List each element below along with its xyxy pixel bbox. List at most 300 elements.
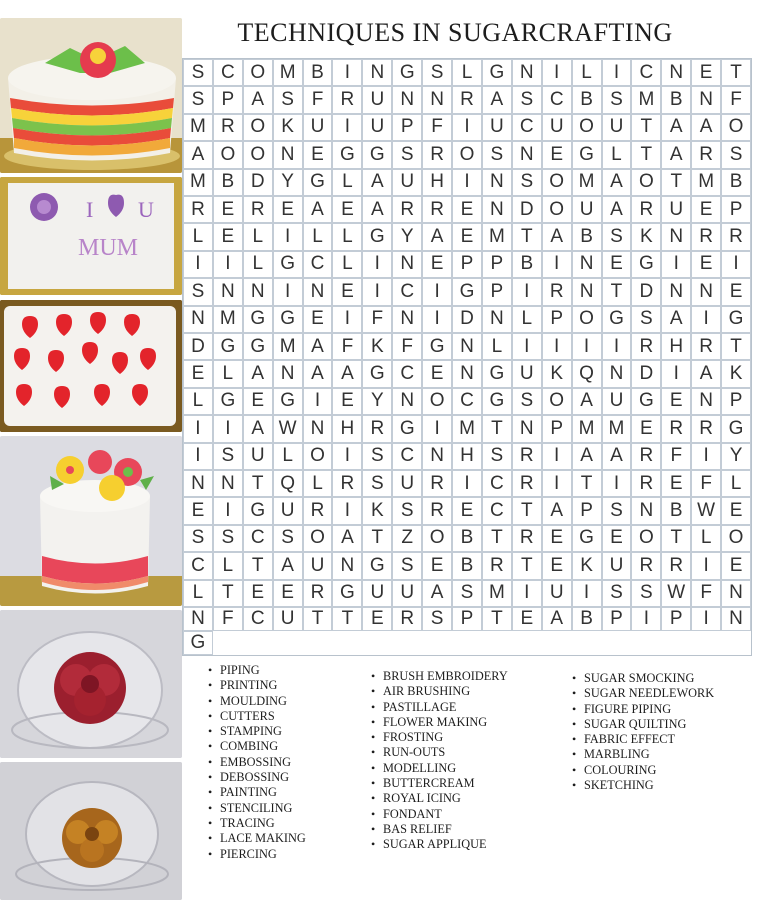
grid-cell[interactable]: S [213,443,243,470]
grid-cell[interactable]: B [303,59,333,86]
grid-cell[interactable]: I [661,360,691,387]
grid-cell[interactable]: S [183,525,213,552]
grid-cell[interactable]: R [691,141,721,168]
grid-cell[interactable]: N [602,360,632,387]
grid-cell[interactable]: M [482,223,512,250]
grid-cell[interactable]: N [422,86,452,113]
grid-cell[interactable]: S [602,223,632,250]
grid-cell[interactable]: U [243,443,273,470]
grid-cell[interactable]: R [512,443,542,470]
grid-cell[interactable]: H [422,169,452,196]
grid-cell[interactable]: N [482,196,512,223]
grid-cell[interactable]: N [691,278,721,305]
grid-cell[interactable]: N [512,59,542,86]
grid-cell[interactable]: E [422,552,452,579]
grid-cell[interactable]: O [243,59,273,86]
grid-cell[interactable]: S [183,86,213,113]
grid-cell[interactable]: O [243,141,273,168]
grid-cell[interactable]: B [452,525,482,552]
grid-cell[interactable]: N [631,497,661,524]
grid-cell[interactable]: P [213,86,243,113]
grid-cell[interactable]: N [243,278,273,305]
grid-cell[interactable]: R [661,552,691,579]
grid-cell[interactable]: C [631,59,661,86]
grid-cell[interactable]: I [631,607,661,631]
grid-cell[interactable]: A [422,580,452,607]
grid-cell[interactable]: A [362,169,392,196]
grid-cell[interactable]: E [691,59,721,86]
grid-cell[interactable]: N [273,360,303,387]
grid-cell[interactable]: U [273,497,303,524]
grid-cell[interactable]: A [243,415,273,442]
grid-cell[interactable]: T [303,607,333,631]
grid-cell[interactable]: A [572,388,602,415]
grid-cell[interactable]: G [721,306,751,333]
grid-cell[interactable]: H [452,443,482,470]
grid-cell[interactable]: L [213,552,243,579]
grid-cell[interactable]: O [631,169,661,196]
grid-cell[interactable]: R [362,415,392,442]
grid-cell[interactable]: P [482,251,512,278]
grid-cell[interactable]: C [542,86,572,113]
grid-cell[interactable]: U [392,470,422,497]
grid-cell[interactable]: N [572,251,602,278]
grid-cell[interactable]: N [452,333,482,360]
grid-cell[interactable]: N [721,607,751,631]
grid-cell[interactable]: E [243,388,273,415]
grid-cell[interactable]: F [661,443,691,470]
grid-cell[interactable]: L [243,251,273,278]
grid-cell[interactable]: S [631,580,661,607]
grid-cell[interactable]: S [602,580,632,607]
grid-cell[interactable]: P [452,607,482,631]
grid-cell[interactable]: L [303,470,333,497]
grid-cell[interactable]: O [422,525,452,552]
grid-cell[interactable]: I [183,415,213,442]
grid-cell[interactable]: I [542,333,572,360]
grid-cell[interactable]: U [303,114,333,141]
grid-cell[interactable]: D [183,333,213,360]
grid-cell[interactable]: R [542,278,572,305]
grid-cell[interactable]: G [213,388,243,415]
grid-cell[interactable]: P [572,497,602,524]
grid-cell[interactable]: D [631,278,661,305]
grid-cell[interactable]: R [243,196,273,223]
grid-cell[interactable]: C [183,552,213,579]
grid-cell[interactable]: I [332,114,362,141]
grid-cell[interactable]: I [512,333,542,360]
grid-cell[interactable]: C [452,388,482,415]
grid-cell[interactable]: E [422,360,452,387]
grid-cell[interactable]: Y [392,223,422,250]
grid-cell[interactable]: I [691,443,721,470]
grid-cell[interactable]: B [572,86,602,113]
grid-cell[interactable]: R [631,196,661,223]
grid-cell[interactable]: R [721,223,751,250]
grid-cell[interactable]: R [512,470,542,497]
grid-cell[interactable]: S [422,607,452,631]
grid-cell[interactable]: O [542,196,572,223]
grid-cell[interactable]: A [273,552,303,579]
grid-cell[interactable]: B [661,86,691,113]
grid-cell[interactable]: N [183,306,213,333]
grid-cell[interactable]: B [661,497,691,524]
grid-cell[interactable]: L [183,388,213,415]
grid-cell[interactable]: L [452,59,482,86]
grid-cell[interactable]: S [422,59,452,86]
grid-cell[interactable]: B [512,251,542,278]
grid-cell[interactable]: O [572,306,602,333]
grid-cell[interactable]: E [602,525,632,552]
grid-cell[interactable]: T [631,114,661,141]
grid-cell[interactable]: G [422,333,452,360]
grid-cell[interactable]: D [631,360,661,387]
grid-cell[interactable]: R [422,196,452,223]
grid-cell[interactable]: O [303,443,333,470]
grid-cell[interactable]: I [273,278,303,305]
grid-cell[interactable]: E [183,497,213,524]
grid-cell[interactable]: C [482,470,512,497]
grid-cell[interactable]: I [512,278,542,305]
grid-cell[interactable]: O [721,525,751,552]
grid-cell[interactable]: A [661,306,691,333]
grid-cell[interactable]: R [631,333,661,360]
grid-cell[interactable]: B [572,223,602,250]
grid-cell[interactable]: O [572,114,602,141]
grid-cell[interactable]: S [392,497,422,524]
grid-cell[interactable]: H [332,415,362,442]
grid-cell[interactable]: A [332,360,362,387]
grid-cell[interactable]: I [332,59,362,86]
grid-cell[interactable]: P [542,306,572,333]
grid-cell[interactable]: L [243,223,273,250]
grid-cell[interactable]: A [332,525,362,552]
grid-cell[interactable]: E [661,470,691,497]
grid-cell[interactable]: T [721,333,751,360]
grid-cell[interactable]: A [542,607,572,631]
grid-cell[interactable]: A [243,86,273,113]
grid-cell[interactable]: G [362,223,392,250]
grid-cell[interactable]: M [691,169,721,196]
grid-cell[interactable]: B [572,607,602,631]
grid-cell[interactable]: U [362,86,392,113]
grid-cell[interactable]: D [452,306,482,333]
grid-cell[interactable]: F [303,86,333,113]
grid-cell[interactable]: M [602,415,632,442]
grid-cell[interactable]: O [542,388,572,415]
grid-cell[interactable]: C [213,59,243,86]
grid-cell[interactable]: P [721,388,751,415]
grid-cell[interactable]: I [602,470,632,497]
grid-cell[interactable]: I [452,169,482,196]
grid-cell[interactable]: U [512,360,542,387]
grid-cell[interactable]: G [332,141,362,168]
grid-cell[interactable]: L [602,141,632,168]
grid-cell[interactable]: N [482,169,512,196]
grid-cell[interactable]: C [512,114,542,141]
grid-cell[interactable]: E [303,306,333,333]
grid-cell[interactable]: N [661,223,691,250]
grid-cell[interactable]: K [362,333,392,360]
grid-cell[interactable]: P [482,278,512,305]
grid-cell[interactable]: A [422,223,452,250]
grid-cell[interactable]: R [183,196,213,223]
grid-cell[interactable]: D [243,169,273,196]
grid-cell[interactable]: N [213,278,243,305]
grid-cell[interactable]: R [452,86,482,113]
grid-cell[interactable]: R [512,525,542,552]
grid-cell[interactable]: S [183,59,213,86]
grid-cell[interactable]: E [721,552,751,579]
grid-cell[interactable]: T [243,552,273,579]
grid-cell[interactable]: C [243,607,273,631]
grid-cell[interactable]: N [482,306,512,333]
grid-cell[interactable]: F [721,86,751,113]
grid-cell[interactable]: G [482,59,512,86]
grid-cell[interactable]: P [542,415,572,442]
grid-cell[interactable]: P [602,607,632,631]
grid-cell[interactable]: Y [721,443,751,470]
grid-cell[interactable]: I [422,306,452,333]
grid-cell[interactable]: I [422,415,452,442]
grid-cell[interactable]: R [422,497,452,524]
grid-cell[interactable]: R [631,552,661,579]
grid-cell[interactable]: Q [572,360,602,387]
grid-cell[interactable]: N [512,141,542,168]
grid-cell[interactable]: E [452,497,482,524]
grid-cell[interactable]: N [422,443,452,470]
grid-cell[interactable]: T [661,169,691,196]
grid-cell[interactable]: N [512,415,542,442]
grid-cell[interactable]: E [721,278,751,305]
grid-cell[interactable]: R [691,415,721,442]
grid-cell[interactable]: U [273,607,303,631]
grid-cell[interactable]: S [602,497,632,524]
grid-cell[interactable]: G [362,552,392,579]
grid-cell[interactable]: A [542,497,572,524]
grid-cell[interactable]: U [572,196,602,223]
grid-cell[interactable]: N [661,278,691,305]
grid-cell[interactable]: S [452,580,482,607]
grid-cell[interactable]: F [332,333,362,360]
grid-cell[interactable]: N [392,251,422,278]
grid-cell[interactable]: E [631,415,661,442]
grid-cell[interactable]: L [512,306,542,333]
grid-cell[interactable]: T [482,415,512,442]
grid-cell[interactable]: E [422,251,452,278]
grid-cell[interactable]: A [572,443,602,470]
grid-cell[interactable]: S [631,306,661,333]
grid-cell[interactable]: T [482,525,512,552]
grid-cell[interactable]: I [332,443,362,470]
grid-cell[interactable]: F [392,333,422,360]
grid-cell[interactable]: S [273,525,303,552]
grid-cell[interactable]: T [512,223,542,250]
grid-cell[interactable]: N [392,306,422,333]
grid-cell[interactable]: U [661,196,691,223]
grid-cell[interactable]: I [691,306,721,333]
grid-cell[interactable]: G [362,141,392,168]
grid-cell[interactable]: F [422,114,452,141]
grid-cell[interactable]: P [392,114,422,141]
grid-cell[interactable]: A [362,196,392,223]
grid-cell[interactable]: E [213,196,243,223]
grid-cell[interactable]: G [273,388,303,415]
grid-cell[interactable]: W [661,580,691,607]
grid-cell[interactable]: C [392,278,422,305]
grid-cell[interactable]: G [183,631,213,655]
grid-cell[interactable]: N [332,552,362,579]
grid-cell[interactable]: M [452,415,482,442]
grid-cell[interactable]: N [362,59,392,86]
grid-cell[interactable]: L [183,580,213,607]
grid-cell[interactable]: I [332,497,362,524]
grid-cell[interactable]: I [362,278,392,305]
grid-cell[interactable]: D [512,196,542,223]
grid-cell[interactable]: K [542,360,572,387]
grid-cell[interactable]: S [392,552,422,579]
grid-cell[interactable]: M [213,306,243,333]
grid-cell[interactable]: I [542,251,572,278]
grid-cell[interactable]: U [362,580,392,607]
grid-cell[interactable]: I [721,251,751,278]
grid-cell[interactable]: R [392,607,422,631]
grid-cell[interactable]: Y [362,388,392,415]
grid-cell[interactable]: T [332,607,362,631]
grid-cell[interactable]: T [721,59,751,86]
grid-cell[interactable]: G [482,360,512,387]
grid-cell[interactable]: R [691,333,721,360]
grid-cell[interactable]: O [631,525,661,552]
grid-cell[interactable]: K [273,114,303,141]
grid-cell[interactable]: K [631,223,661,250]
grid-cell[interactable]: K [721,360,751,387]
grid-cell[interactable]: M [631,86,661,113]
grid-cell[interactable]: S [213,525,243,552]
grid-cell[interactable]: E [452,223,482,250]
grid-cell[interactable]: M [273,333,303,360]
grid-cell[interactable]: A [602,196,632,223]
grid-cell[interactable]: G [243,333,273,360]
grid-cell[interactable]: G [572,525,602,552]
grid-cell[interactable]: L [332,223,362,250]
grid-cell[interactable]: O [213,141,243,168]
grid-cell[interactable]: E [303,141,333,168]
grid-cell[interactable]: G [273,306,303,333]
grid-cell[interactable]: C [392,443,422,470]
grid-cell[interactable]: N [721,580,751,607]
grid-cell[interactable]: O [303,525,333,552]
grid-cell[interactable]: B [721,169,751,196]
grid-cell[interactable]: N [273,141,303,168]
grid-cell[interactable]: G [721,415,751,442]
grid-cell[interactable]: C [392,360,422,387]
grid-cell[interactable]: S [362,443,392,470]
grid-cell[interactable]: E [691,251,721,278]
grid-cell[interactable]: N [691,86,721,113]
grid-cell[interactable]: L [482,333,512,360]
grid-cell[interactable]: I [362,251,392,278]
grid-cell[interactable]: I [542,443,572,470]
grid-cell[interactable]: I [542,470,572,497]
grid-cell[interactable]: G [572,141,602,168]
grid-cell[interactable]: L [183,223,213,250]
grid-cell[interactable]: U [303,552,333,579]
grid-cell[interactable]: U [542,580,572,607]
grid-cell[interactable]: L [721,470,751,497]
grid-cell[interactable]: R [392,196,422,223]
grid-cell[interactable]: M [572,169,602,196]
grid-cell[interactable]: G [213,333,243,360]
grid-cell[interactable]: T [512,497,542,524]
grid-cell[interactable]: I [303,388,333,415]
grid-cell[interactable]: S [512,169,542,196]
grid-cell[interactable]: E [721,497,751,524]
grid-cell[interactable]: N [452,360,482,387]
grid-cell[interactable]: I [213,251,243,278]
grid-cell[interactable]: U [392,169,422,196]
grid-cell[interactable]: E [542,525,572,552]
grid-cell[interactable]: G [273,251,303,278]
grid-cell[interactable]: E [213,223,243,250]
grid-cell[interactable]: M [183,169,213,196]
grid-cell[interactable]: A [542,223,572,250]
grid-cell[interactable]: S [602,86,632,113]
grid-cell[interactable]: U [482,114,512,141]
grid-cell[interactable]: R [422,141,452,168]
grid-cell[interactable]: A [303,333,333,360]
grid-cell[interactable]: O [422,388,452,415]
grid-cell[interactable]: A [691,360,721,387]
grid-cell[interactable]: I [273,223,303,250]
grid-cell[interactable]: I [452,114,482,141]
grid-cell[interactable]: K [572,552,602,579]
grid-cell[interactable]: L [273,443,303,470]
grid-cell[interactable]: T [631,141,661,168]
grid-cell[interactable]: T [572,470,602,497]
grid-cell[interactable]: G [631,388,661,415]
grid-cell[interactable]: T [362,525,392,552]
grid-cell[interactable]: C [482,497,512,524]
grid-cell[interactable]: E [273,196,303,223]
grid-cell[interactable]: R [661,415,691,442]
grid-cell[interactable]: I [332,306,362,333]
grid-cell[interactable]: B [452,552,482,579]
grid-cell[interactable]: S [482,141,512,168]
grid-cell[interactable]: F [362,306,392,333]
grid-cell[interactable]: I [691,552,721,579]
grid-cell[interactable]: F [691,580,721,607]
grid-cell[interactable]: G [243,497,273,524]
grid-cell[interactable]: E [273,580,303,607]
grid-cell[interactable]: G [392,415,422,442]
grid-cell[interactable]: I [542,59,572,86]
grid-cell[interactable]: G [482,388,512,415]
grid-cell[interactable]: M [273,59,303,86]
grid-cell[interactable]: N [183,470,213,497]
grid-cell[interactable]: I [213,415,243,442]
grid-cell[interactable]: E [602,251,632,278]
grid-cell[interactable]: N [691,388,721,415]
grid-cell[interactable]: I [183,443,213,470]
grid-cell[interactable]: E [332,196,362,223]
grid-cell[interactable]: N [183,607,213,631]
grid-cell[interactable]: T [512,552,542,579]
grid-cell[interactable]: U [602,388,632,415]
grid-cell[interactable]: A [661,114,691,141]
grid-cell[interactable]: I [183,251,213,278]
grid-cell[interactable]: W [273,415,303,442]
